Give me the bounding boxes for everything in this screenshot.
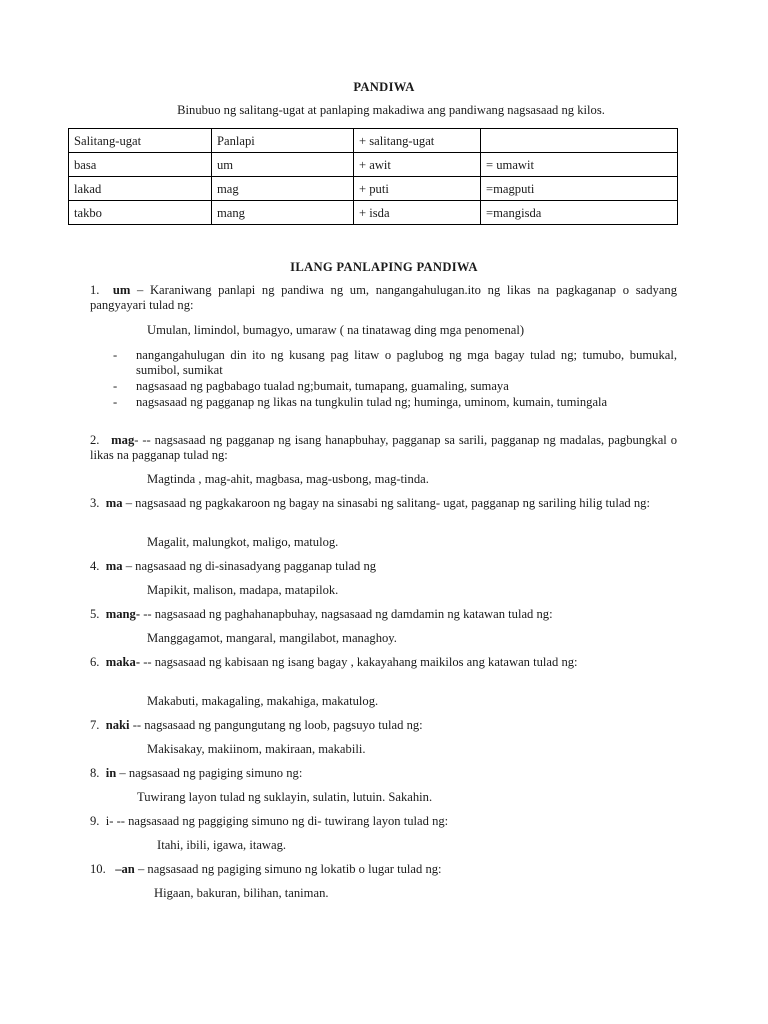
list-item — [90, 433, 677, 463]
table-cell: Panlapi — [212, 129, 354, 153]
list-item — [90, 559, 677, 574]
list-item — [90, 496, 677, 511]
table-cell — [481, 129, 678, 153]
item-affix: –an — [112, 862, 135, 876]
item-number: 10. — [90, 862, 106, 876]
item-number: 6. — [90, 655, 100, 669]
table-row — [69, 129, 678, 153]
item-affix: naki — [105, 718, 130, 732]
item-number: 2. — [90, 433, 100, 447]
item-example: Itahi, ibili, igawa, itawag. — [157, 838, 287, 852]
item-example: Mapikit, malison, madapa, matapilok. — [147, 583, 339, 597]
list-item — [90, 862, 677, 877]
item-description: -- nagsasaad ng pangungutang ng loob, pagsuyo tulad ng: — [129, 718, 423, 732]
item-example: Tuwirang layon tulad ng suklayin, sulatin, lutuin. Sakahin. — [137, 790, 433, 804]
table-cell: + isda — [354, 201, 481, 225]
item-description: – nagsasaad ng pagiging simuno ng: — [116, 766, 303, 780]
item-affix: mag — [111, 433, 135, 447]
list-item — [90, 607, 677, 622]
list-item — [90, 766, 677, 781]
item-number: 4. — [90, 559, 100, 573]
table-cell: lakad — [69, 177, 212, 201]
bullet-text: nangangahulugan din ito ng kusang pag litaw o paglubog ng mga bagay tulad ng; tumubo, bumukal, sumibol, sumikat — [136, 348, 677, 377]
item-number: 9. — [90, 814, 100, 828]
table-cell: basa — [69, 153, 212, 177]
item-description: – nagsasaad ng pagkakaroon ng bagay na sinasabi ng salitang- ugat, pagganap ng sariling hilig tulad ng: — [122, 496, 650, 510]
list-item — [90, 283, 677, 313]
bullet-marker: - — [113, 379, 118, 393]
item-example: Manggagamot, mangaral, mangilabot, managhoy. — [147, 631, 397, 645]
item-description: - -- nagsasaad ng pagganap ng isang hanapbuhay, pagganap sa sarili, pagganap ng madalas, pagbungkal o likas na pagganap tulad ng: — [90, 433, 677, 462]
list-item — [90, 655, 677, 670]
item-example: Makabuti, makagaling, makahiga, makatulog. — [147, 694, 379, 708]
bullet-text: nagsasaad ng pagbabago tualad ng;bumait, tumapang, guamaling, sumaya — [136, 379, 509, 393]
item-number: 3. — [90, 496, 100, 510]
table-cell: mag — [212, 177, 354, 201]
table-cell: um — [212, 153, 354, 177]
affix-table — [68, 128, 678, 225]
item-affix: maka- — [105, 655, 141, 669]
item-example: Magalit, malungkot, maligo, matulog. — [147, 535, 339, 549]
table-cell: + salitang-ugat — [354, 129, 481, 153]
item-example: Umulan, limindol, bumagyo, umaraw ( na tinatawag ding mga penomenal) — [147, 323, 525, 337]
item-description: -- nagsasaad ng kabisaan ng isang bagay , kakayahang maikilos ang katawan tulad ng: — [140, 655, 578, 669]
item-description: -- nagsasaad ng paghahanapbuhay, nagsasaad ng damdamin ng katawan tulad ng: — [140, 607, 553, 621]
item-example: Makisakay, makiinom, makiraan, makabili. — [147, 742, 366, 756]
bullet-marker: - — [113, 395, 118, 409]
item-affix: ma — [105, 496, 123, 510]
table-cell: takbo — [69, 201, 212, 225]
table-cell: + puti — [354, 177, 481, 201]
table-cell: mang — [212, 201, 354, 225]
item-description: – nagsasaad ng pagiging simuno ng lokatib o lugar tulad ng: — [134, 862, 442, 876]
item-affix: mang- — [105, 607, 141, 621]
item-description: – nagsasaad ng di-sinasadyang pagganap tulad ng — [122, 559, 377, 573]
item-description: i- -- nagsasaad ng paggiging simuno ng di- tuwirang layon tulad ng: — [105, 814, 449, 828]
item-number: 8. — [90, 766, 100, 780]
item-number: 7. — [90, 718, 100, 732]
item-number: 1. — [90, 283, 100, 297]
item-number: 5. — [90, 607, 100, 621]
table-cell: =mangisda — [481, 201, 678, 225]
table-cell: = umawit — [481, 153, 678, 177]
page-title: PANDIWA — [353, 80, 415, 94]
item-affix: in — [105, 766, 117, 780]
table-cell: =magputi — [481, 177, 678, 201]
item-example: Magtinda , mag-ahit, magbasa, mag-usbong, mag-tinda. — [147, 472, 429, 486]
table-cell: Salitang-ugat — [69, 129, 212, 153]
section-heading: ILANG PANLAPING PANDIWA — [290, 260, 478, 274]
table-cell: + awit — [354, 153, 481, 177]
table-row — [69, 153, 678, 177]
item-affix: ma — [105, 559, 123, 573]
bullet-marker: - — [113, 348, 118, 362]
item-affix: um — [112, 283, 131, 297]
bullet-text: nagsasaad ng pagganap ng likas na tungkulin tulad ng; huminga, uminom, kumain, tumingala — [136, 395, 608, 409]
list-item — [90, 718, 677, 733]
table-row — [69, 177, 678, 201]
item-example: Higaan, bakuran, bilihan, taniman. — [154, 886, 329, 900]
table-row — [69, 201, 678, 225]
list-item — [90, 814, 677, 829]
item-description: – Karaniwang panlapi ng pandiwa ng um, nangangahulugan.ito ng likas na pagkaganap o sadyang pangyayari tulad ng: — [90, 283, 677, 312]
intro-text: Binubuo ng salitang-ugat at panlaping makadiwa ang pandiwang nagsasaad ng kilos. — [177, 103, 605, 117]
